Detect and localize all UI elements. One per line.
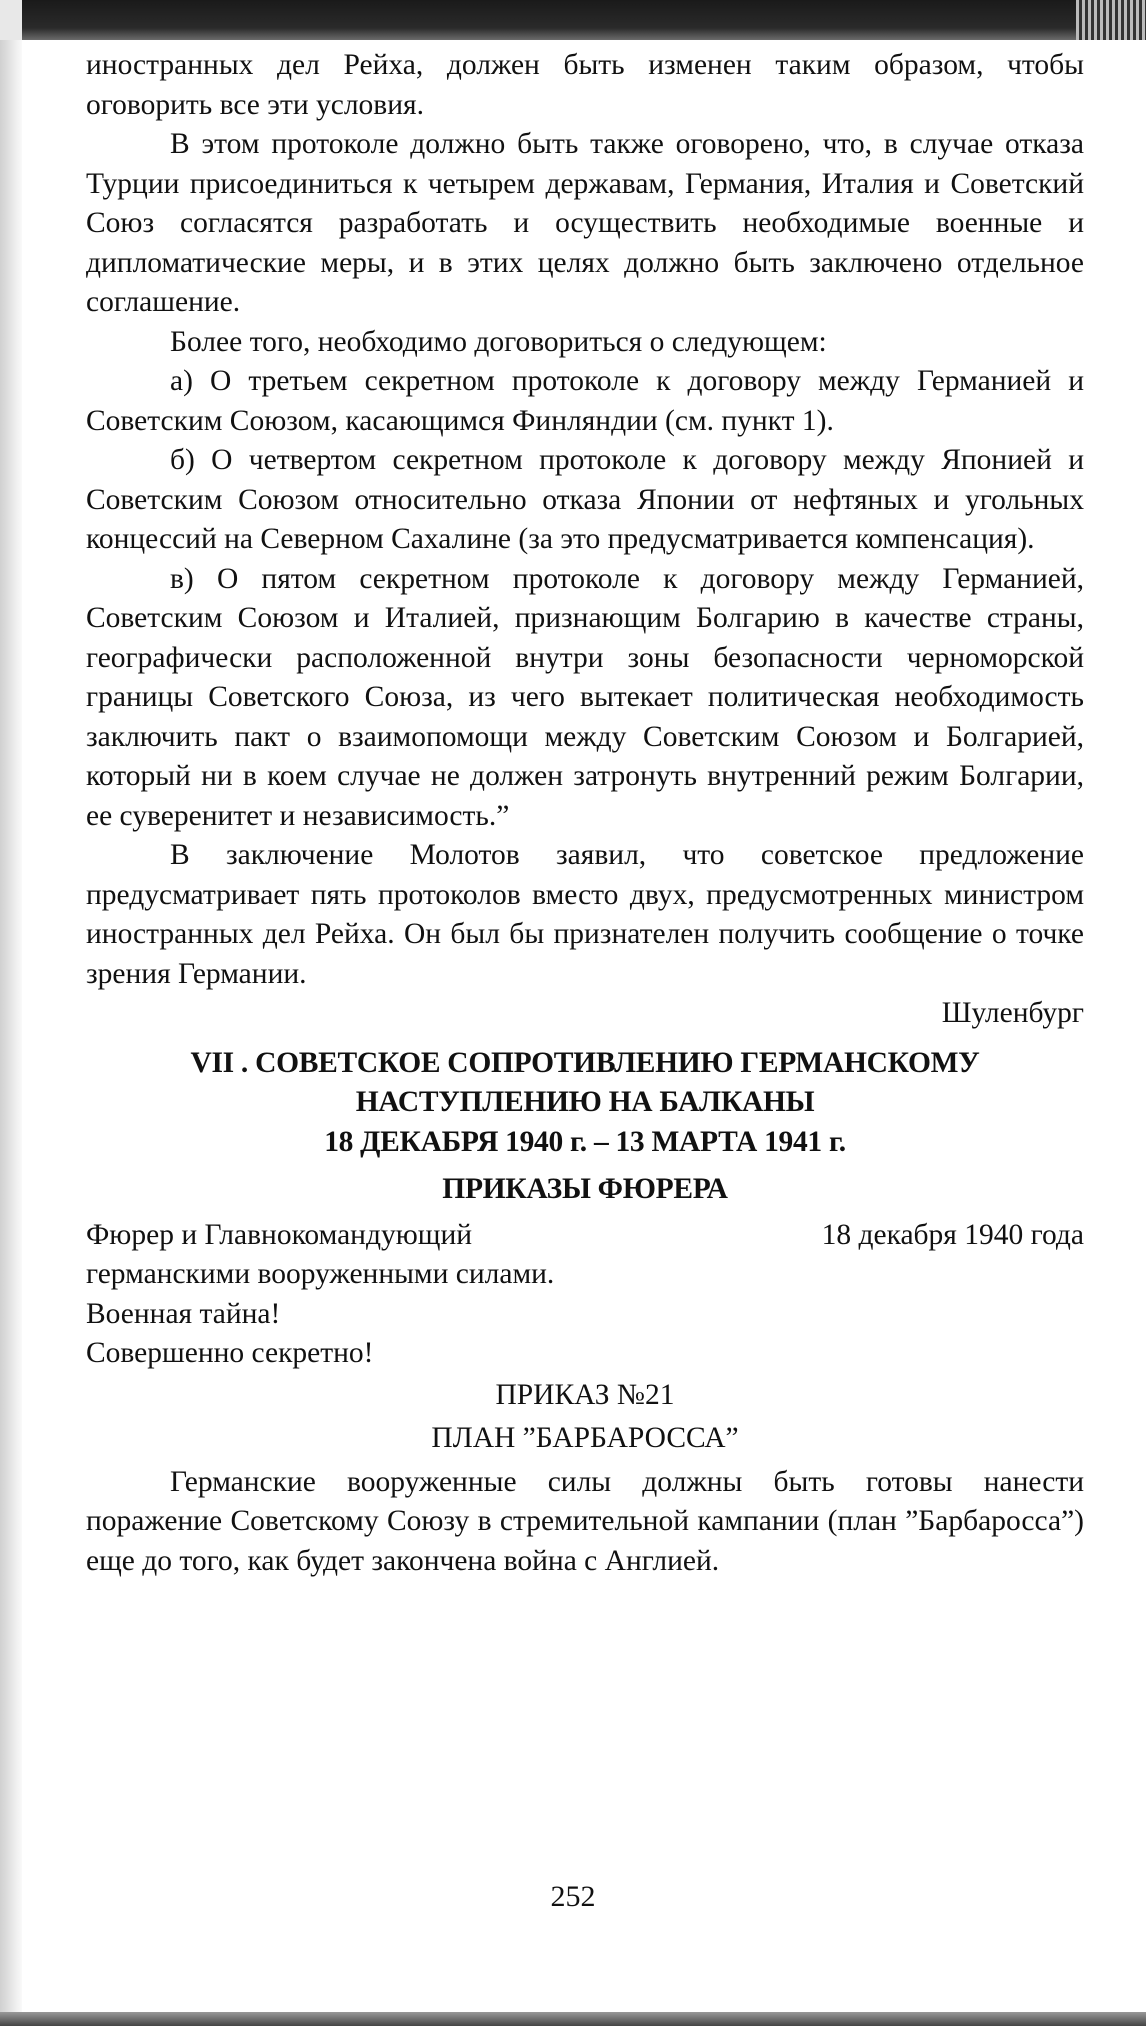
- section-heading-line-1: VII . СОВЕТСКОЕ СОПРОТИВЛЕНИЮ ГЕРМАНСКОМУ: [190, 1046, 980, 1079]
- scan-left-shadow: [0, 40, 22, 2020]
- section-heading: [86, 1044, 1084, 1163]
- paragraph-agreements-intro: Более того, необходимо договориться о следующем:: [170, 325, 827, 358]
- classification-military-secret: Военная тайна!: [86, 1297, 281, 1330]
- document-page: [86, 46, 1084, 1581]
- paragraph-molotov-conclusion: В заключение Молотов заявил, что советское предложение предусматривает пять протоколов вместо двух, предусмотренных министром иностранных дел Рейха. Он был бы признателен получить сообщение о точке зрения Германии.: [86, 839, 1084, 990]
- page-number: 252: [550, 1880, 596, 1913]
- scan-corner-mark: [1076, 0, 1146, 40]
- scan-bottom-edge: [0, 2012, 1146, 2026]
- classification-top-secret: Совершенно секретно!: [86, 1337, 374, 1369]
- paragraph-continuation: иностранных дел Рейха, должен быть изменен таким образом, чтобы оговорить все эти условия.: [86, 49, 1084, 121]
- signature: Шуленбург: [941, 997, 1084, 1029]
- list-item-protocol-c: в) О пятом секретном протоколе к договору между Германией, Советским Союзом и Италией, признающим Болгарию в качестве страны, географически расположенной внутри зоны безопасности черноморской границы Советского Союза, из чего вытекает политическая необходимость заключить пакт о взаимопомощи между Советским Союзом и Болгарией, который ни в коем случае не должен затронуть внутренний режим Болгарии, ее суверенитет и независимость.”: [86, 562, 1084, 832]
- list-item-protocol-b: б) О четвертом секретном протоколе к договору между Японией и Советским Союзом относительно отказа Японии от нефтяных и угольных концессий на Северном Сахалине (за это предусматривается компенсация).: [86, 444, 1084, 555]
- paragraph-turkey-clause: В этом протоколе должно быть также оговорено, что, в случае отказа Турции присоединиться к четырем державам, Германия, Италия и Советский Союз согласятся разработать и осуществить необходимые военные и дипломатические меры, и в этих целях должно быть заключено отдельное соглашение.: [86, 128, 1084, 318]
- paragraph-order-text: Германские вооруженные силы должны быть готовы нанести поражение Советскому Союзу в стремительной кампании (план ”Барбаросса”) еще до того, как будет закончена война с Англией.: [86, 1465, 1084, 1577]
- issuer-line-1: Фюрер и Главнокомандующий: [86, 1218, 473, 1251]
- section-heading-line-2: НАСТУПЛЕНИЮ НА БАЛКАНЫ: [355, 1086, 815, 1118]
- list-item-protocol-a: а) О третьем секретном протоколе к договору между Германией и Советским Союзом, касающимся Финляндии (см. пункт 1).: [86, 365, 1084, 437]
- scan-top-edge: [0, 0, 1146, 40]
- order-meta-line: [86, 1216, 1084, 1256]
- order-meta: [86, 1216, 1084, 1374]
- issuer-line-2: германскими вооруженными силами.: [86, 1258, 555, 1290]
- scan-top-left-edge: [0, 0, 22, 40]
- section-heading-line-3: 18 ДЕКАБРЯ 1940 г. – 13 МАРТА 1941 г.: [324, 1125, 846, 1158]
- subheading-fuehrer-orders: ПРИКАЗЫ ФЮРЕРА: [442, 1173, 728, 1205]
- order-date: 18 декабря 1940 года: [821, 1218, 1084, 1251]
- order-title: ПРИКАЗ №21: [495, 1378, 675, 1411]
- plan-title: ПЛАН ”БАРБАРОССА”: [431, 1422, 739, 1454]
